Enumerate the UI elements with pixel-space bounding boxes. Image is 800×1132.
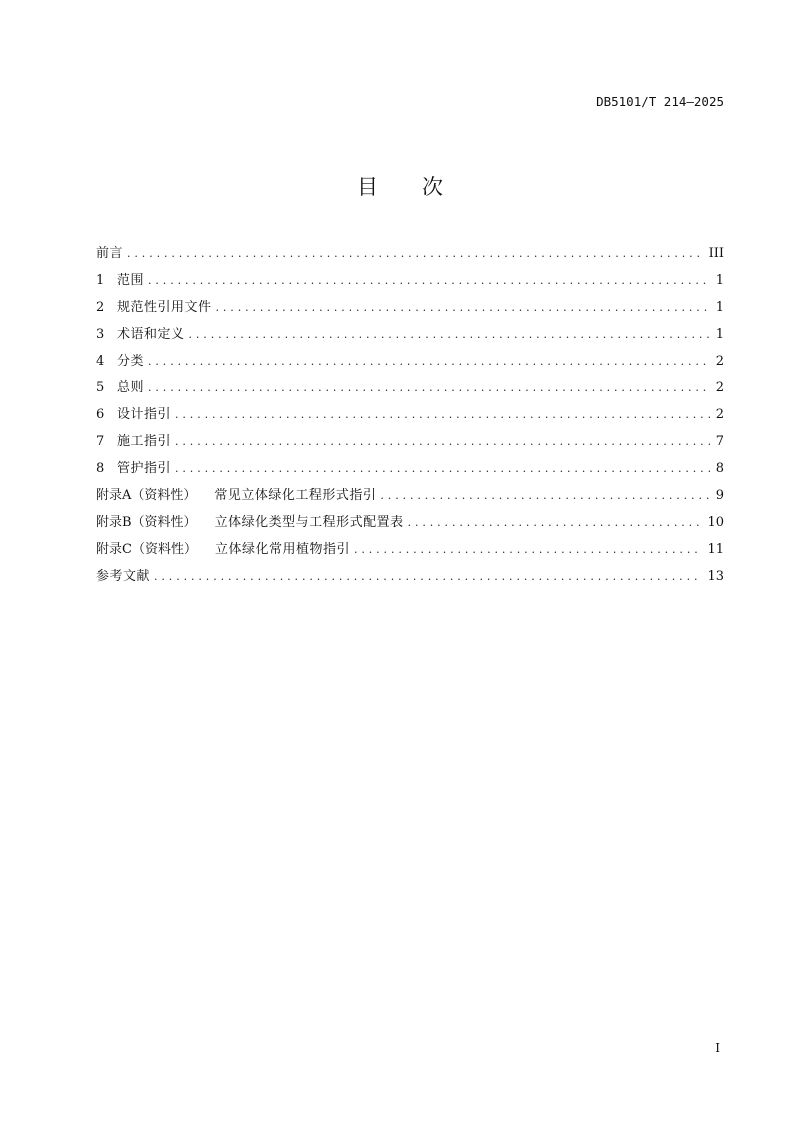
toc-entry-5[interactable] [96, 376, 724, 403]
toc-section-number: 8 [96, 461, 105, 477]
toc-label: 常见立体绿化工程形式指引 [214, 488, 377, 504]
toc-entry-3[interactable] [96, 323, 724, 350]
toc-label: 立体绿化常用植物指引 [214, 541, 350, 557]
toc-label: 术语和定义 [117, 326, 185, 342]
toc-entry-4[interactable] [96, 350, 724, 377]
toc-page-number: 1 [715, 272, 724, 288]
toc-page-number: 2 [715, 407, 724, 423]
toc-leader-dots [148, 355, 710, 368]
toc-page-number: 13 [707, 568, 724, 584]
toc-section-number: 6 [96, 407, 105, 423]
toc-label: 设计指引 [117, 407, 172, 423]
toc-leader-dots [154, 570, 701, 583]
toc-page-number: 8 [715, 461, 724, 477]
toc-section-number: 7 [96, 434, 105, 450]
toc-leader-dots [175, 408, 710, 421]
toc-label: 分类 [117, 353, 145, 369]
toc-entry-appendix-c[interactable] [96, 538, 724, 565]
toc-label: 立体绿化类型与工程形式配置表 [214, 514, 404, 530]
toc-page-number: III [708, 246, 724, 261]
toc-appendix-prefix: 附录B（资料性） [96, 514, 197, 530]
toc-section-number: 5 [96, 380, 105, 396]
toc-leader-dots [175, 435, 710, 448]
toc-section-number: 1 [96, 272, 105, 288]
toc-appendix-prefix: 附录A（资料性） [96, 488, 197, 504]
toc-page-number: 1 [715, 326, 724, 342]
toc-entry-appendix-b[interactable] [96, 511, 724, 538]
toc-label: 规范性引用文件 [117, 299, 212, 315]
toc-leader-dots [148, 274, 710, 287]
table-of-contents [96, 242, 724, 592]
toc-page-number: 10 [707, 514, 724, 530]
toc-section-number: 2 [96, 299, 105, 315]
toc-page-number: 11 [707, 541, 724, 557]
toc-entry-1[interactable] [96, 269, 724, 296]
toc-leader-dots [408, 516, 702, 529]
toc-page-number: 2 [715, 353, 724, 369]
toc-leader-dots [148, 381, 710, 394]
toc-section-number: 3 [96, 326, 105, 342]
toc-label: 总则 [117, 380, 145, 396]
toc-leader-dots [189, 328, 710, 341]
toc-page-number: 2 [715, 380, 724, 396]
toc-leader-dots [175, 462, 710, 475]
toc-label: 管护指引 [117, 461, 172, 477]
title-char-1: 目 [357, 175, 378, 199]
toc-entry-6[interactable] [96, 403, 724, 430]
toc-label: 前言 [96, 246, 124, 261]
toc-leader-dots [127, 247, 703, 260]
toc-leader-dots [380, 489, 709, 502]
page-number: I [715, 1041, 720, 1055]
toc-leader-dots [354, 543, 701, 556]
toc-label: 参考文献 [96, 568, 151, 584]
toc-entry-2[interactable] [96, 296, 724, 323]
toc-page-number: 7 [715, 434, 724, 450]
toc-section-number: 4 [96, 353, 105, 369]
page-title [0, 171, 800, 201]
toc-entry-7[interactable] [96, 430, 724, 457]
toc-label: 范围 [117, 272, 145, 288]
title-char-2: 次 [422, 175, 443, 199]
toc-leader-dots [216, 301, 710, 314]
toc-entry-references[interactable] [96, 565, 724, 592]
toc-entry-8[interactable] [96, 457, 724, 484]
toc-page-number: 9 [715, 488, 724, 504]
toc-page-number: 1 [715, 299, 724, 315]
toc-entry-appendix-a[interactable] [96, 484, 724, 511]
toc-entry-foreword[interactable] [96, 242, 724, 269]
toc-label: 施工指引 [117, 434, 172, 450]
toc-appendix-prefix: 附录C（资料性） [96, 541, 197, 557]
document-code: DB5101/T 214—2025 [596, 94, 724, 109]
